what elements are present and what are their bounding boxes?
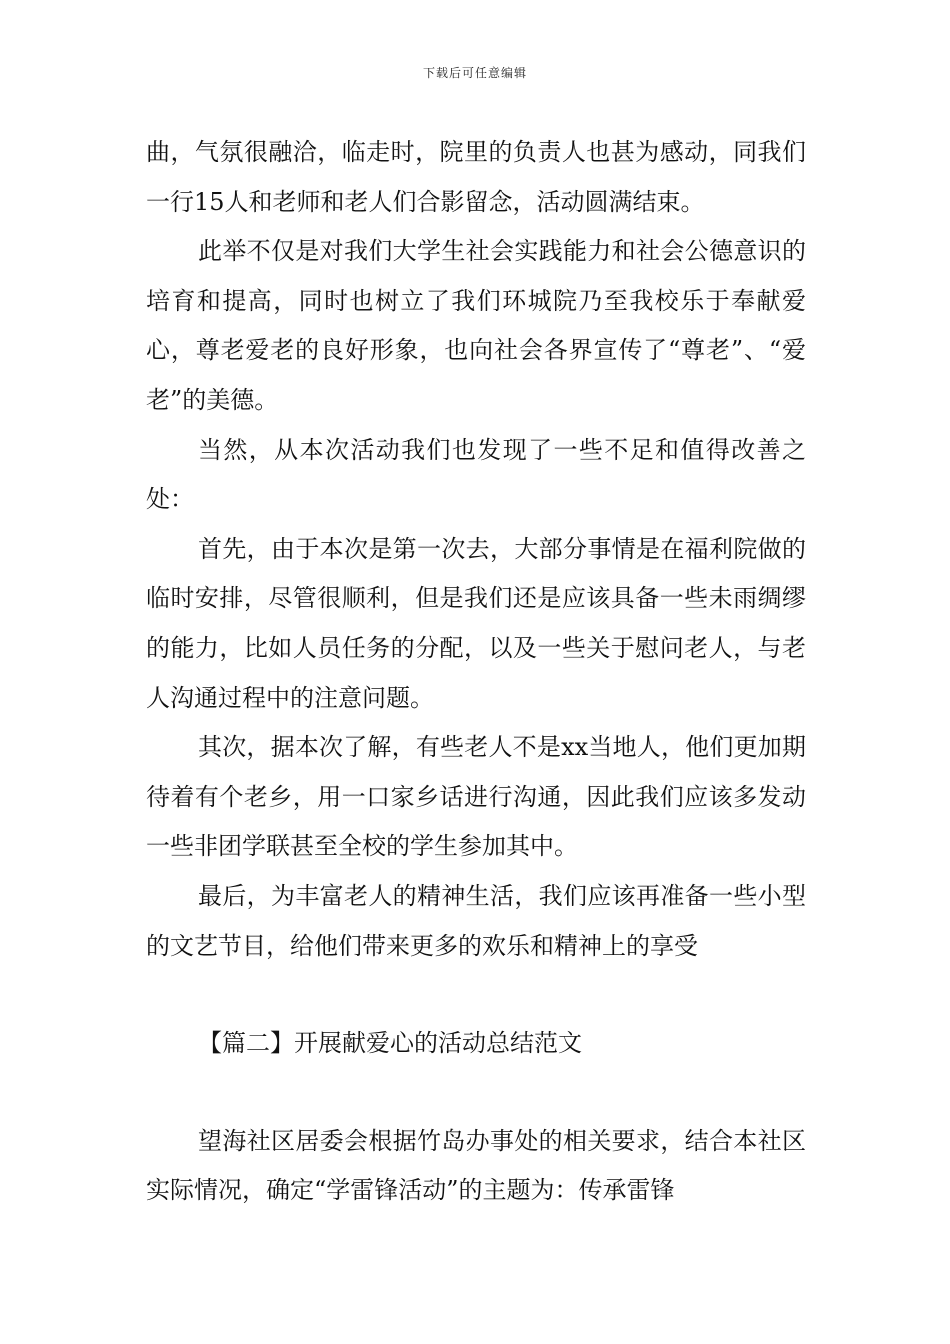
paragraph: 望海社区居委会根据竹岛办事处的相关要求，结合本社区实际情况，确定“学雷锋活动”的主题为：传承雷锋 <box>146 1126 806 1205</box>
paragraph: 此举不仅是对我们大学生社会实践能力和社会公德意识的培育和提高，同时也树立了我们环城院乃至我校乐于奉献爱心，尊老爱老的良好形象，也向社会各界宣传了“尊老”、“爱老”的美德。 <box>146 237 806 414</box>
paragraph: 当然，从本次活动我们也发现了一些不足和值得改善之处： <box>146 435 806 514</box>
paragraph-continued: 曲，气氛很融洽，临走时，院里的负责人也甚为感动，同我们一行15人和老师和老人们合影留念，活动圆满结束。 <box>146 138 806 216</box>
section-heading: 【篇二】开展献爱心的活动总结范文 <box>198 1029 582 1058</box>
paragraph: 首先，由于本次是第一次去，大部分事情是在福利院做的临时安排，尽管很顺利，但是我们还是应该具备一些未雨绸缪的能力，比如人员任务的分配，以及一些关于慰问老人，与老人沟通过程中的注意问题。 <box>146 534 806 712</box>
document-body <box>146 128 806 1216</box>
paragraph: 其次，据本次了解，有些老人不是xx当地人，他们更加期待着有个老乡，用一口家乡话进行沟通，因此我们应该多发动一些非团学联甚至全校的学生参加其中。 <box>146 733 806 861</box>
paragraph: 最后，为丰富老人的精神生活，我们应该再准备一些小型的文艺节目，给他们带来更多的欢乐和精神上的享受 <box>146 881 806 960</box>
page-header-note: 下载后可任意编辑 <box>422 66 527 80</box>
